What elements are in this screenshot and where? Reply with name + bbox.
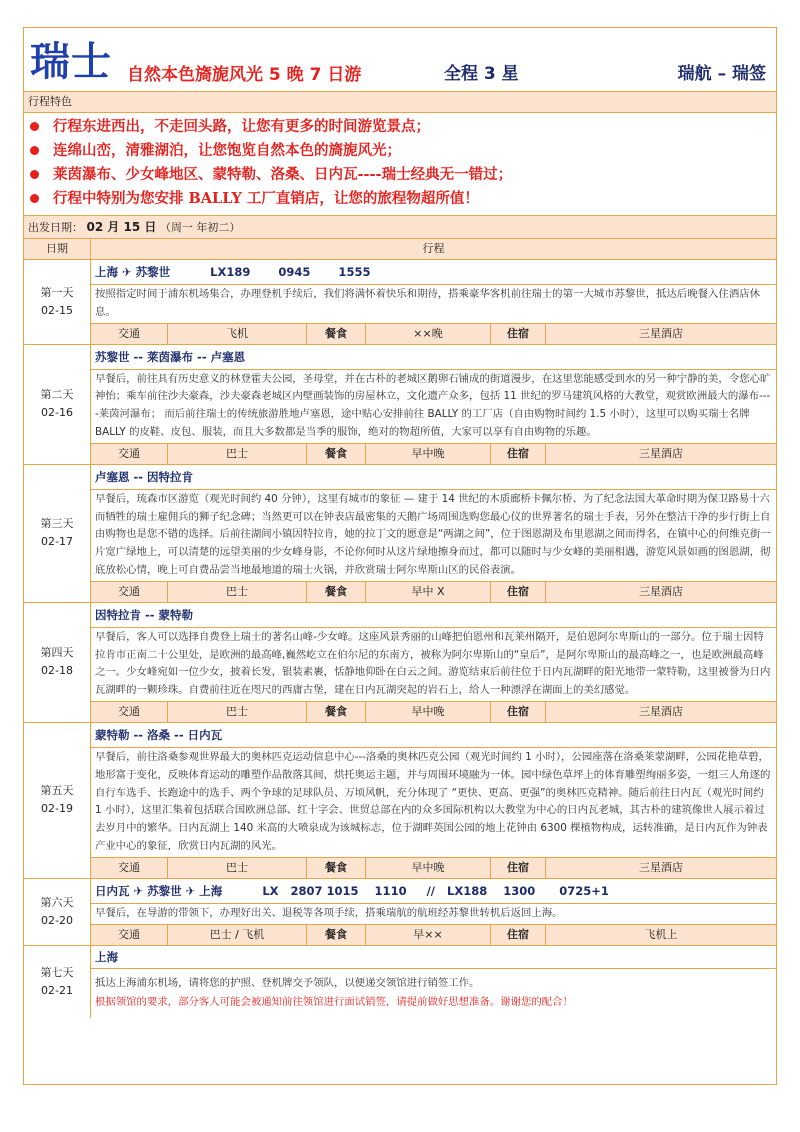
departure-note: （周一 年初二） — [159, 221, 241, 234]
feature-item — [24, 139, 776, 163]
day-info — [91, 581, 776, 602]
day-route: 蒙特勒 -- 洛桑 -- 日内瓦 — [91, 723, 776, 748]
feature-text: 连绵山峦，清雅湖泊，让您饱览自然本色的旖旎风光； — [53, 142, 401, 159]
day-row — [24, 723, 776, 879]
day-info — [91, 323, 776, 344]
day-row — [24, 946, 776, 1019]
hotel-value: 三星酒店 — [639, 860, 683, 874]
day-row — [24, 260, 776, 345]
day-label — [24, 723, 91, 878]
day-label — [24, 465, 91, 602]
meals-value: 早中晚 — [366, 702, 491, 722]
transport-value: 巴士 / 飞机 — [168, 925, 307, 945]
day-description: 早餐后，前往具有历史意义的林登霍夫公园，圣母堂，并在古朴的老城区鹅卵石铺成的街道漫步，在这里您能感受到水的另一种宁静的美，令您心旷神怡；乘车前往沙夫豪森，沙夫豪森老城区内壁画装饰的房屋林立，文化遗产众多，包括 11 世纪的罗马建筑风格的大教堂，观赏欧洲最大的瀑布----莱茵河瀑布； 而后前往瑞士的传统旅游胜地卢塞恩，途中贴心安排前往 BALLY 的工厂店（自由购物时间约 1.5 小时），这里可以购买瑞士名牌 BALLY 的皮鞋、皮包、服装，而且大多数都是当季的服饰，绝对的物超所值，大家可以享有自由购物的乐趣。 — [95, 372, 771, 438]
day-body — [91, 723, 776, 878]
hotel-value: 飞机上 — [644, 927, 678, 941]
meals-value: 早×× — [366, 925, 491, 945]
transport-label: 交通 — [91, 858, 168, 878]
day-description: 早餐后，在导游的带领下，办理好出关、退税等各项手续，搭乘瑞航的航班经苏黎世转机后返回上海。 — [95, 906, 563, 919]
visa-notice: 根据领馆的要求，部分客人可能会被通知前往领馆进行面试销签，请提前做好思想准备。谢谢您的配合！ — [95, 996, 573, 1009]
day-number: 第一天 — [40, 285, 74, 299]
meals-label: 餐食 — [307, 858, 366, 878]
day-description: 早餐后，琉森市区游览（观光时间约 40 分钟），这里有城市的象征 — 建于 14 世纪的木质廊桥卡佩尔桥、为了纪念法国大革命时期为保卫路易十六而牺牲的瑞士雇佣兵的狮子纪念碑；当然更可以在钟表店最密集的天鹅广场周围选购您最心仪的世界著名的瑞士手表，另外在整洁干净的步行街上自由购物也是您不错的选择。后前往湖间小镇因特拉肯，她的拉丁文的愿意是“两湖之间”，位于图恩湖及布里恩湖之间而得名，在镇中心的何维克街一片宽广绿地上，可以清楚的远望美丽的少女峰身影，不论你何时从这片绿地擦身而过，都可以随时与少女峰的美丽相遇，游览风景如画的图恩湖，彻底放松心情，晚上可自费品尝当地最地道的瑞士火锅，并欣赏瑞士阿尔卑斯山区的民俗表演。 — [95, 492, 771, 576]
day-body — [91, 879, 776, 945]
bullet-icon — [30, 194, 39, 203]
transport-label: 交通 — [91, 444, 168, 464]
day-row — [24, 345, 776, 465]
transport-value: 巴士 — [168, 444, 307, 464]
itinerary-sheet — [23, 27, 777, 1085]
day-label — [24, 345, 91, 464]
day-number: 第五天 — [40, 784, 74, 798]
feature-text: 行程中特别为您安排 BALLY 工厂直销店，让您的旅程物超所值！ — [53, 190, 479, 207]
hotel-label: 住宿 — [491, 858, 546, 878]
day-date: 02-15 — [41, 303, 73, 317]
destination-logo: 瑞士 — [30, 38, 112, 85]
day-row — [24, 603, 776, 723]
day-route: 苏黎世 -- 莱茵瀑布 -- 卢塞恩 — [91, 345, 776, 370]
meals-label: 餐食 — [307, 444, 366, 464]
bullet-icon — [30, 170, 39, 179]
day-route: 上海 ✈ 苏黎世 LX189 0945 1555 — [91, 260, 776, 285]
features-list — [24, 113, 776, 216]
day-description: 按照指定时间于浦东机场集合，办理登机手续后，我们将满怀着快乐和期待，搭乘豪华客机前往瑞士的第一大城市苏黎世，抵达后晚餐入住酒店休息。 — [95, 288, 760, 318]
tour-subtitle: 自然本色旖旎风光 5 晚 7 日游 — [127, 65, 362, 85]
column-header — [24, 239, 776, 260]
meals-value: ××晚 — [366, 324, 491, 344]
meals-label: 餐食 — [307, 925, 366, 945]
hotel-label: 住宿 — [491, 444, 546, 464]
day-body — [91, 603, 776, 722]
day-label — [24, 603, 91, 722]
feature-text: 莱茵瀑布、少女峰地区、蒙特勒、洛桑、日内瓦----瑞士经典无一错过； — [53, 166, 513, 183]
day-number: 第三天 — [40, 517, 74, 531]
hotel-value: 三星酒店 — [639, 584, 683, 598]
airline-visa: 瑞航 – 瑞签 — [677, 64, 766, 84]
day-date: 02-19 — [41, 802, 73, 816]
transport-value: 飞机 — [168, 324, 307, 344]
day-label — [24, 946, 91, 1019]
departure-label: 出发日期： — [28, 221, 83, 234]
hotel-grade: 全程 3 星 — [444, 64, 519, 84]
day-number: 第六天 — [40, 895, 74, 909]
meals-value: 早中 X — [366, 582, 491, 602]
meals-value: 早中晚 — [366, 858, 491, 878]
hotel-value: 三星酒店 — [639, 704, 683, 718]
hotel-value: 三星酒店 — [639, 326, 683, 340]
day-row — [24, 465, 776, 603]
bullet-icon — [30, 146, 39, 155]
departure-date-value: 02 月 15 日 — [86, 220, 157, 234]
transport-value: 巴士 — [168, 702, 307, 722]
day-number: 第七天 — [40, 965, 74, 979]
day-route: 日内瓦 ✈ 苏黎世 ✈ 上海 LX 2807 1015 1110 // LX188 1300 0725+1 — [91, 879, 776, 904]
day-label — [24, 879, 91, 945]
bullet-icon — [30, 122, 39, 131]
day-date: 02-20 — [41, 913, 73, 927]
transport-label: 交通 — [91, 582, 168, 602]
feature-item — [24, 163, 776, 187]
transport-value: 巴士 — [168, 582, 307, 602]
day-route: 上海 — [91, 946, 776, 969]
hotel-value: 三星酒店 — [639, 446, 683, 460]
feature-item — [24, 115, 776, 139]
departure-date — [24, 216, 776, 239]
meals-label: 餐食 — [307, 702, 366, 722]
day-info — [91, 924, 776, 945]
day-body — [91, 465, 776, 602]
transport-value: 巴士 — [168, 858, 307, 878]
feature-text: 行程东进西出，不走回头路，让您有更多的时间游览景点； — [53, 118, 430, 135]
day-description: 早餐后，客人可以选择自费登上瑞士的著名山峰-少女峰。这座风景秀丽的山峰把伯恩州和瓦莱州隔开，是伯恩阿尔卑斯山的一部分。位于瑞士因特拉肯市正南二十公里处，是欧洲的最高峰,巍然屹立在伯尔尼的东南方，被称为阿尔卑斯山的“皇后”，是阿尔卑斯山的最高峰之一，也是欧洲最高峰之一。少女峰宛如一位少女，披着长发，银装素裹，恬静地仰卧在白云之间。游览结束后前往位于日内瓦湖畔的阳光地带一蒙特勒，这里被誉为日内瓦湖畔的一颗珍珠。自费前往近在咫尺的西庸古堡，建在日内瓦湖突起的岩石上，给人一种漂浮在湖面上的美幻感觉。 — [95, 630, 771, 697]
meals-value: 早中晚 — [366, 444, 491, 464]
hotel-label: 住宿 — [491, 582, 546, 602]
day-date: 02-17 — [41, 535, 73, 549]
hotel-label: 住宿 — [491, 925, 546, 945]
features-title: 行程特色 — [24, 92, 776, 113]
day-description: 早餐后，前往洛桑参观世界最大的奥林匹克运动信息中心---洛桑的奥林匹克公园（观光时间约 1 小时），公园座落在洛桑莱蒙湖畔，公园花艳草碧，地形富于变化，反映体育运动的雕塑作品散落其间，烘托奥运主题，并与周围环境融为一体。园中绿色草坪上的体育雕塑绚丽多姿，一组三人角逐的自行车选手、长跑途中的选手、两个争球的足球队员、万顷风帆，充分体现了 “更快、更高、更强”的奥林匹克精神。随后前往日内瓦（观光时间约 1 小时），这里汇集着包括联合国欧洲总部、红十字会、世贸总部在内的众多国际机构以大教堂为中心的日内瓦老城，其古朴的建筑像世人展示着过去岁月中的繁华。日内瓦湖上 140 米高的大喷泉成为该城标志，位于湖畔英国公园的地上花钟由 6300 棵植物构成，运转准确，是日内瓦作为钟表产业中心的象征，欣赏日内瓦湖的风光。 — [95, 750, 771, 852]
day-info — [91, 443, 776, 464]
transport-label: 交通 — [91, 702, 168, 722]
day-body — [91, 946, 776, 1019]
day-body — [91, 260, 776, 344]
day-date: 02-16 — [41, 406, 73, 420]
day-info — [91, 701, 776, 722]
day-number: 第二天 — [40, 388, 74, 402]
hotel-label: 住宿 — [491, 324, 546, 344]
day-route: 卢塞恩 -- 因特拉肯 — [91, 465, 776, 490]
day-info — [91, 857, 776, 878]
meals-label: 餐食 — [307, 582, 366, 602]
column-date: 日期 — [24, 239, 91, 259]
feature-item — [24, 187, 776, 211]
day-description: 抵达上海浦东机场，请将您的护照、登机牌交予领队，以便递交领馆进行销签工作。 — [95, 976, 480, 989]
day-label — [24, 260, 91, 344]
meals-label: 餐食 — [307, 324, 366, 344]
day-row — [24, 879, 776, 946]
transport-label: 交通 — [91, 925, 168, 945]
day-number: 第四天 — [40, 646, 74, 660]
day-date: 02-21 — [41, 983, 73, 997]
day-body — [91, 345, 776, 464]
header — [24, 28, 776, 92]
day-date: 02-18 — [41, 664, 73, 678]
transport-label: 交通 — [91, 324, 168, 344]
day-route: 因特拉肯 -- 蒙特勒 — [91, 603, 776, 628]
column-itinerary: 行程 — [422, 242, 445, 255]
hotel-label: 住宿 — [491, 702, 546, 722]
